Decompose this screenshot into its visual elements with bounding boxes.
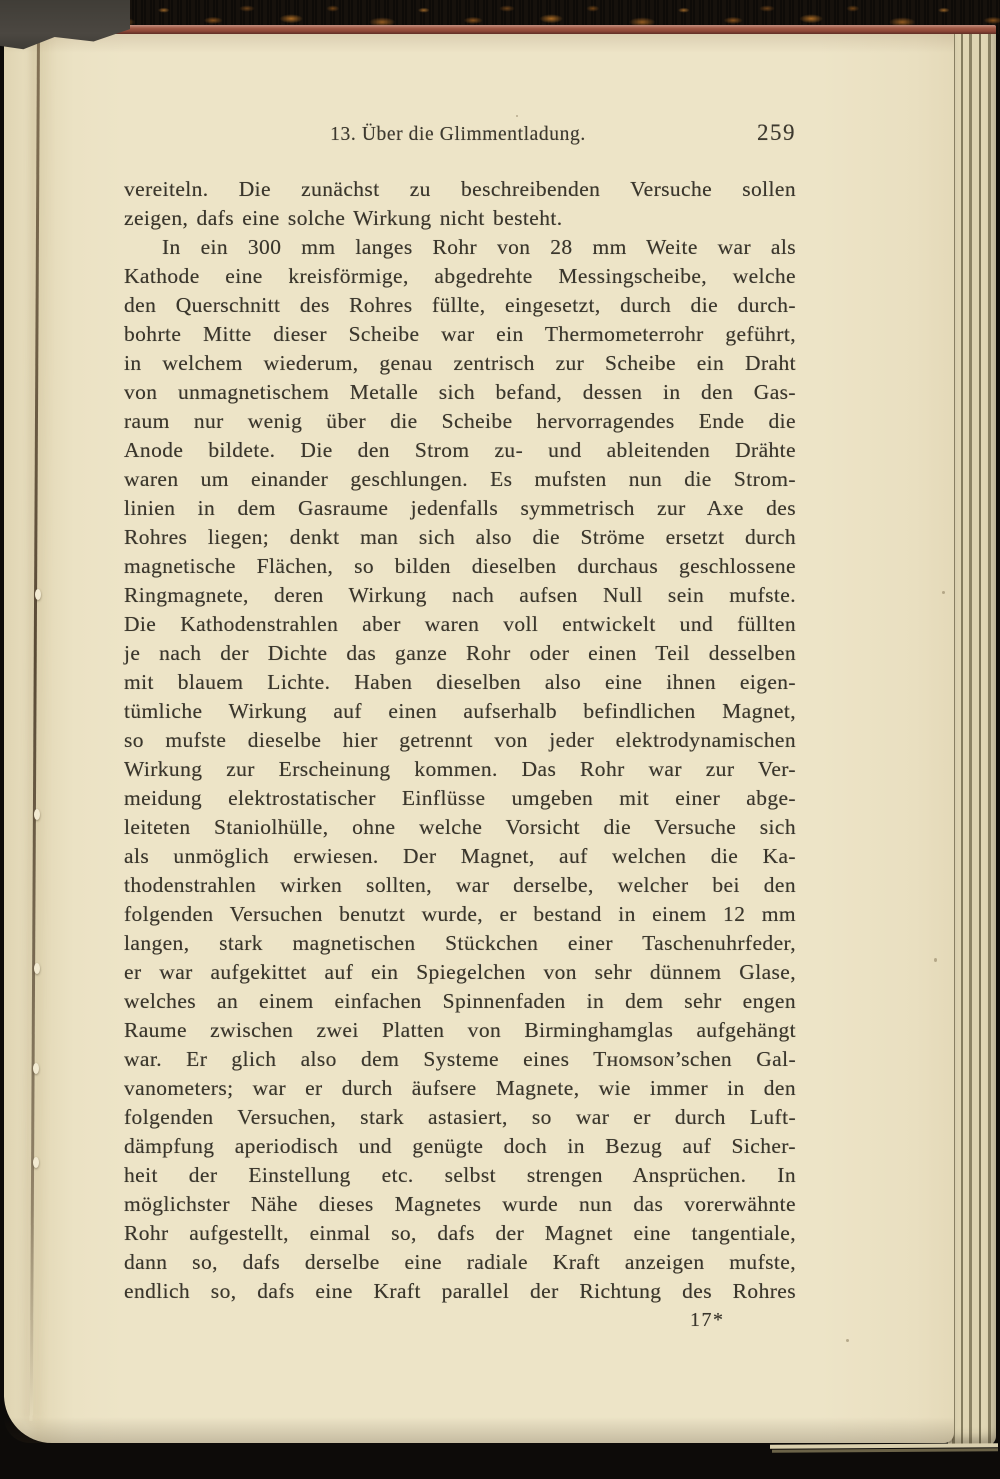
text-line: endlich so, dafs eine Kraft parallel der Richtung des Rohres [124,1279,796,1303]
text-line: linien in dem Gasraume jedenfalls symmetrisch zur Axe des [124,496,796,520]
page-top-red-edge [16,25,996,34]
text-line: er war aufgekittet auf ein Spiegelchen von sehr dünnem Glase, [124,960,796,984]
text-line: raum nur wenig über die Scheibe hervorragendes Ende die [124,409,796,433]
text-line: je nach der Dichte das ganze Rohr oder einen Teil desselben [124,641,796,665]
text-line: meidung elektrostatischer Einflüsse umgeben mit einer abge- [124,786,796,810]
text-line: heit der Einstellung etc. selbst strengen Ansprüchen. In [124,1163,796,1187]
stitch-mark [34,963,40,974]
page-edges-right [948,32,996,1446]
stitch-mark [33,1157,39,1168]
ink-speck [934,958,937,962]
ink-speck [846,1339,849,1342]
text-line: so mufste dieselbe hier getrennt von jeder elektrodynamischen [124,728,796,752]
text-line: vanometers; war er durch äufsere Magnete, wie immer in den [124,1076,796,1100]
text-line: thodenstrahlen wirken sollten, war derselbe, welcher bei den [124,873,796,897]
page-number: 259 [757,120,796,145]
text-line: waren um einander geschlungen. Es mufsten nun die Strom- [124,467,796,491]
text-line: in welchem wiederum, genau zentrisch zur Scheibe ein Draht [124,351,796,375]
gutter-fold [30,33,40,1421]
text-line: Die Kathodenstrahlen aber waren voll entwickelt und füllten [124,612,796,636]
text-line: dann so, dafs derselbe eine radiale Kraft anzeigen mufste, [124,1250,796,1274]
page-edges-bottom-line [772,1448,998,1453]
text-line: leiteten Staniolhülle, ohne welche Vorsicht die Versuche sich [124,815,796,839]
text-line: vereiteln. Die zunächst zu beschreibenden Versuche sollen [124,177,796,201]
text-line: Ringmagnete, deren Wirkung nach aufsen Null sein mufste. [124,583,796,607]
text-line: zeigen, dafs eine solche Wirkung nicht besteht. [124,206,563,230]
text-line: war. Er glich also dem Systeme eines Tʜᴏᴍsᴏɴ’schen Gal- [124,1047,796,1071]
body-text [124,175,796,1306]
text-line: Wirkung zur Erscheinung kommen. Das Rohr war zur Ver- [124,757,796,781]
text-line: den Querschnitt des Rohres füllte, eingesetzt, durch die durch- [124,293,796,317]
ink-speck [516,115,518,117]
text-line: tümliche Wirkung auf einen aufserhalb befindlichen Magnet, [124,699,796,723]
stitch-mark [34,809,40,820]
text-line: folgenden Versuchen benutzt wurde, er bestand in einem 12 mm [124,902,796,926]
text-line: Rohr aufgestellt, einmal so, dafs der Magnet eine tangentiale, [124,1221,796,1245]
text-line: von unmagnetischem Metalle sich befand, dessen in den Gas- [124,380,796,404]
book-page [4,31,954,1443]
text-line: In ein 300 mm langes Rohr von 28 mm Weite war als [162,235,796,259]
stitch-mark [33,1063,39,1074]
text-line: bohrte Mitte dieser Scheibe war ein Thermometerrohr geführt, [124,322,796,346]
text-line: Rohres liegen; denkt man sich also die Ströme ersetzt durch [124,525,796,549]
text-line: möglichster Nähe dieses Magnetes wurde nun das vorerwähnte [124,1192,796,1216]
text-line: folgenden Versuchen, stark astasiert, so war er durch Luft- [124,1105,796,1129]
stitch-mark [35,589,41,600]
text-line: welches an einem einfachen Spinnenfaden in dem sehr engen [124,989,796,1013]
text-line: als unmöglich erwiesen. Der Magnet, auf welchen die Ka- [124,844,796,868]
text-line: langen, stark magnetischen Stückchen einer Taschenuhrfeder, [124,931,796,955]
text-line: mit blauem Lichte. Haben dieselben also eine ihnen eigen- [124,670,796,694]
text-line: dämpfung aperiodisch und genügte doch in Bezug auf Sicher- [124,1134,796,1158]
signature-mark: 17* [690,1309,725,1331]
ink-speck [942,591,945,594]
running-header-row [120,120,796,156]
text-line: Kathode eine kreisförmige, abgedrehte Messingscheibe, welche [124,264,796,288]
text-line: Anode bildete. Die den Strom zu- und ableitenden Drähte [124,438,796,462]
running-header: 13. Über die Glimmentladung. [330,124,586,145]
text-line: magnetische Flächen, so bilden dieselben durchaus geschlossene [124,554,796,578]
text-line: Raume zwischen zwei Platten von Birminghamglas aufgehängt [124,1018,796,1042]
